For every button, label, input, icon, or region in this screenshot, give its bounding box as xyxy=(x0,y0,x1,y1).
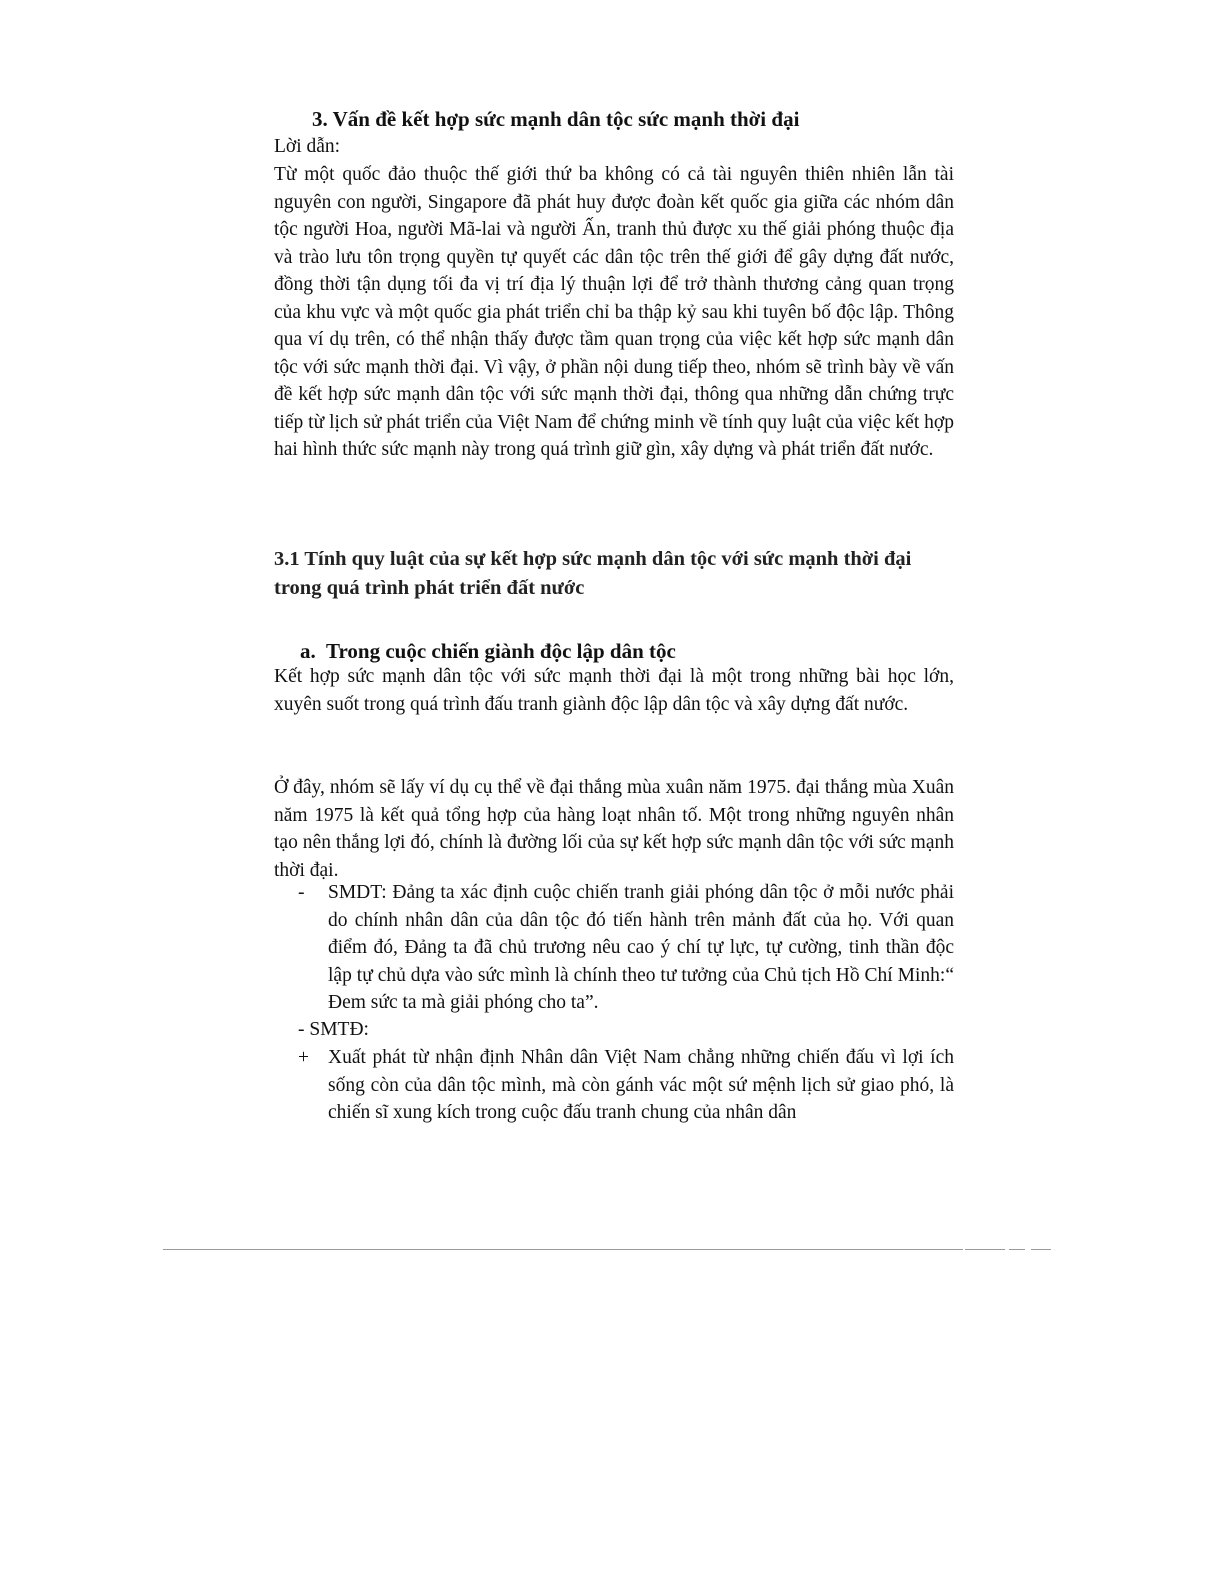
smtd-text: Xuất phát từ nhận định Nhân dân Việt Nam chẳng những chiến đấu vì lợi ích sống còn của dân tộc mình, mà còn gánh vác một sứ mệnh lịch sử giao phó, là chiến sĩ xung kích trong cuộc đấu tranh chung của nhân dân xyxy=(328,1047,954,1123)
section-3-heading: 3. Vấn đề kết hợp sức mạnh dân tộc sức mạnh thời đại xyxy=(312,107,800,131)
page-divider-dash xyxy=(1031,1249,1051,1250)
list-item xyxy=(298,1044,954,1127)
paragraph-example-1975: Ở đây, nhóm sẽ lấy ví dụ cụ thể về đại thắng mùa xuân năm 1975. đại thắng mùa Xuân năm 1975 là kết quả tổng hợp của hàng loạt nhân tố. Một trong những nguyên nhân tạo nên thắng lợi đó, chính là đường lối của sự kết hợp sức mạnh dân tộc với sức mạnh thời đại. xyxy=(274,777,954,881)
dash-bullet: - xyxy=(298,882,305,903)
list-item xyxy=(298,879,954,1017)
smdt-text: SMDT: Đảng ta xác định cuộc chiến tranh giải phóng dân tộc ở mỗi nước phải do chính nhân dân của dân tộc đó tiến hành trên mảnh đất của họ. Với quan điểm đó, Đảng ta đã chủ trương nêu cao ý chí tự lực, tự cường, tinh thần độc lập tự chủ dựa vào sức mình là chính theo tư tưởng của Chủ tịch Hồ Chí Minh:“ Đem sức ta mà giải phóng cho ta”. xyxy=(328,882,954,1013)
section-a-title: Trong cuộc chiến giành độc lập dân tộc xyxy=(326,639,676,663)
section-a-marker: a. xyxy=(300,639,316,663)
page-divider xyxy=(163,1249,963,1250)
smtd-list xyxy=(298,1044,954,1127)
smdt-list xyxy=(298,879,954,1017)
paragraph-lesson: Kết hợp sức mạnh dân tộc với sức mạnh thời đại là một trong những bài học lớn, xuyên suốt trong quá trình đấu tranh giành độc lập dân tộc và xây dựng đất nước. xyxy=(274,666,954,715)
smtd-label: - SMTĐ: xyxy=(298,1019,369,1040)
page-divider-dash xyxy=(1009,1249,1025,1250)
intro-paragraph: Từ một quốc đảo thuộc thế giới thứ ba không có cả tài nguyên thiên nhiên lẫn tài nguyên con người, Singapore đã phát huy được đoàn kết quốc gia giữa các nhóm dân tộc người Hoa, người Mã-lai và người Ấn, tranh thủ được xu thế giải phóng thuộc địa và trào lưu tôn trọng quyền tự quyết các dân tộc trên thế giới để gây dựng đất nước, đồng thời tận dụng tối đa vị trí địa lý thuận lợi để trở thành thương cảng quan trọng của khu vực và một quốc gia phát triển chỉ ba thập kỷ sau khi tuyên bố độc lập. Thông qua ví dụ trên, có thể nhận thấy được tầm quan trọng của việc kết hợp sức mạnh dân tộc với sức mạnh thời đại. Vì vậy, ở phần nội dung tiếp theo, nhóm sẽ trình bày về vấn đề kết hợp sức mạnh dân tộc với sức mạnh thời đại, thông qua những dẫn chứng trực tiếp từ lịch sử phát triển của Việt Nam để chứng minh về tính quy luật của việc kết hợp hai hình thức sức mạnh này trong quá trình giữ gìn, xây dựng và phát triển đất nước. xyxy=(274,164,954,460)
section-3-1-heading: 3.1 Tính quy luật của sự kết hợp sức mạnh dân tộc với sức mạnh thời đại trong quá trình phát triển đất nước xyxy=(274,548,912,599)
page-divider-dash xyxy=(965,1249,1005,1250)
section-a-heading xyxy=(300,637,940,665)
lead-label: Lời dẫn: xyxy=(274,136,341,157)
plus-bullet: + xyxy=(298,1047,309,1068)
